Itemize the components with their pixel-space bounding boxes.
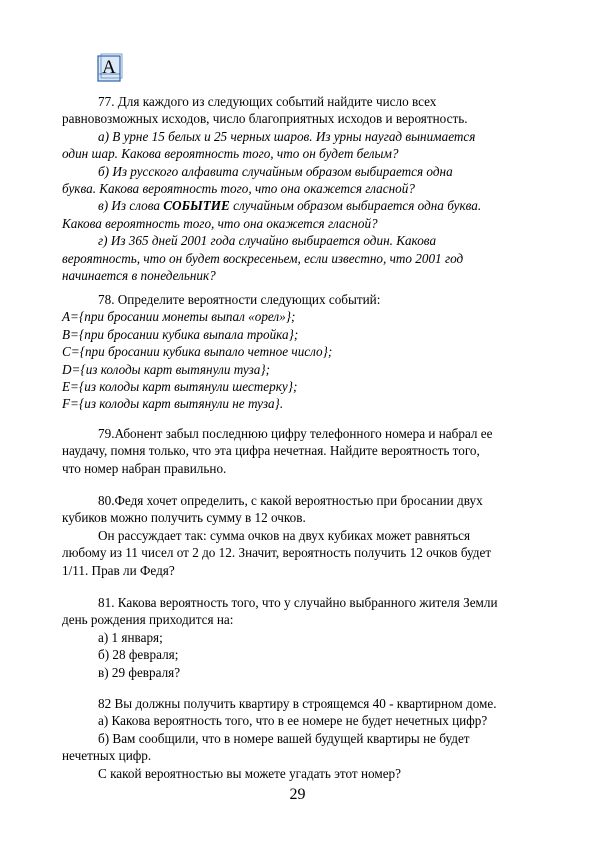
- problem-81-item-v: в) 29 февраля?: [98, 664, 181, 680]
- problem-77-item-a: а) В урне 15 белых и 25 черных шаров. Из урны наугад вынимается: [98, 128, 476, 144]
- page-number: 29: [289, 786, 306, 803]
- event-a: A={при бросании монеты выпал «орел»};: [62, 309, 296, 325]
- letter-a-logo-icon: [97, 53, 123, 83]
- problem-77-item-v-pre: в) Из слова: [98, 198, 164, 214]
- problem-79-statement-cont: наудачу, помня только, что эта цифра нечетная. Найдите вероятность того,: [62, 443, 480, 459]
- problem-80-reasoning: Он рассуждает так: сумма очков на двух кубиках может равняться: [98, 527, 471, 543]
- problem-77-item-v-post: случайным образом выбирается одна буква.: [229, 198, 482, 214]
- problem-81: [62, 594, 528, 681]
- problem-77-item-g: г) Из 365 дней 2001 года случайно выбирается один. Какова: [98, 233, 437, 249]
- event-b: B={при бросании кубика выпала тройка};: [62, 326, 299, 342]
- problem-81-item-b: б) 28 февраля;: [98, 647, 179, 663]
- problem-78: [62, 291, 528, 413]
- problem-79-statement: 79.Абонент забыл последнюю цифру телефонного номера и набрал ее: [98, 426, 493, 441]
- problem-77-bold-word: СОБЫТИЕ: [163, 198, 230, 214]
- problem-77-item-b: б) Из русского алфавита случайным образом выбирается одна: [98, 163, 453, 179]
- problem-80-question: 1/11. Прав ли Федя?: [62, 562, 175, 578]
- problem-82-statement: 82 Вы должны получить квартиру в строящемся 40 - квартирном доме.: [98, 696, 497, 711]
- problem-79: [62, 425, 528, 477]
- problem-80: [62, 492, 528, 579]
- problem-79-statement-cont2: что номер набран правильно.: [62, 460, 227, 476]
- problem-80-reasoning-cont: любому из 11 чисел от 2 до 12. Значит, вероятность получить 12 очков будет: [62, 545, 492, 561]
- problem-81-statement-cont: день рождения приходится на:: [62, 612, 234, 628]
- event-d: D={из колоды карт вытянули туза};: [62, 361, 270, 377]
- event-f: F={из колоды карт вытянули не туза}.: [62, 396, 284, 412]
- problem-82-item-a: а) Какова вероятность того, что в ее номере не будет нечетных цифр?: [98, 713, 488, 729]
- problem-77-statement-cont: равновозможных исходов, число благоприятных исходов и вероятность.: [62, 111, 468, 127]
- problem-82: [62, 695, 528, 782]
- problem-82-item-b: б) Вам сообщили, что в номере вашей будущей квартиры не будет: [98, 730, 470, 746]
- problem-81-statement: 81. Какова вероятность того, что у случайно выбранного жителя Земли: [98, 595, 498, 610]
- problem-77-statement: 77. Для каждого из следующих событий найдите число всех: [98, 94, 437, 109]
- event-e: E={из колоды карт вытянули шестерку};: [62, 379, 298, 395]
- problem-77-item-g-cont2: начинается в понедельник?: [62, 268, 216, 284]
- problem-77-item-g-cont: вероятность, что он будет воскресеньем, если известно, что 2001 год: [62, 250, 464, 266]
- problem-81-item-a: а) 1 января;: [98, 629, 163, 645]
- event-c: C={при бросании кубика выпало четное число};: [62, 344, 333, 360]
- problem-77-item-v: [62, 197, 528, 214]
- problem-77-item-a-cont: один шар. Какова вероятность того, что он будет белым?: [62, 146, 399, 162]
- problem-78-statement: 78. Определите вероятности следующих событий:: [98, 292, 381, 307]
- problem-80-statement: 80.Федя хочет определить, с какой вероятностью при бросании двух: [98, 493, 483, 508]
- svg-text:А: А: [102, 57, 116, 78]
- problem-82-question: С какой вероятностью вы можете угадать этот номер?: [98, 765, 401, 781]
- problem-82-item-b-cont: нечетных цифр.: [62, 748, 152, 764]
- problem-80-statement-cont: кубиков можно получить сумму в 12 очков.: [62, 510, 306, 526]
- problem-77-item-b-cont: буква. Какова вероятность того, что она окажется гласной?: [62, 181, 415, 197]
- problem-77-item-v-cont: Какова вероятность того, что она окажется гласной?: [62, 215, 378, 231]
- problem-77: [62, 93, 528, 284]
